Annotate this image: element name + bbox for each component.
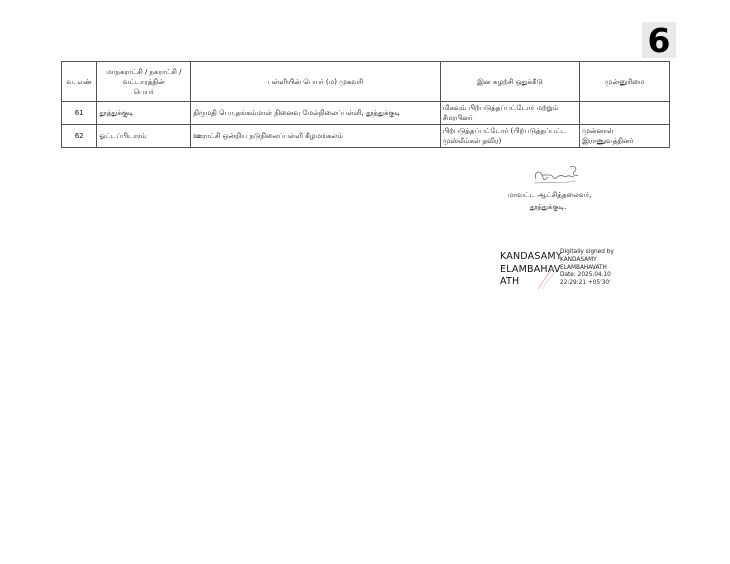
signature-detail-line: Date: 2025.04.10 xyxy=(560,272,611,279)
cell-serial-number: 61 xyxy=(62,102,97,125)
signatory-title: மாவட்ட ஆட்சித்தலைவர், xyxy=(508,191,592,199)
digital-signature-mark xyxy=(536,265,558,291)
cell-school-name: ஊராட்சி ஒன்றிய நடுநிலைப்பள்ளி கீழமங்கலம் xyxy=(191,125,440,148)
table-header-row xyxy=(62,62,670,102)
table-row xyxy=(62,125,670,148)
header-reservation-category: இன சுழற்சி ஒதுக்கீடு xyxy=(440,62,579,102)
category-line: முஸ்லீம்கள் தவிர) xyxy=(442,137,502,145)
handwritten-signature xyxy=(530,163,582,187)
signature-detail-line: KANDASAMY xyxy=(560,256,597,263)
signer-name-line: ELAMBAHAV xyxy=(500,263,561,275)
header-municipality-line: மாநகராட்சி / நகராட்சி / xyxy=(106,67,182,76)
header-school-name: பள்ளியின் பெயர் (ம) முகவரி xyxy=(191,62,440,102)
header-municipality-line: வட்டாரத்தின் xyxy=(122,77,165,86)
cell-school-name: திருமதி பொ.தங்கம்மாள் நினைவு மேல்நிலைப்பள்ளி, தூத்துக்குடி xyxy=(191,102,440,125)
header-priority: முன்னுரிமை xyxy=(580,62,670,102)
signature-detail-line: ELAMBAHAVATH xyxy=(560,264,607,271)
signature-detail-line: Digitally signed by xyxy=(560,249,614,255)
cell-priority xyxy=(580,125,670,148)
signature-detail-line: 22:29:21 +05'30' xyxy=(560,280,611,287)
page-number: 6 xyxy=(642,22,676,58)
category-line: மிகவும் பிற்படுத்தப்பட்டோர் மற்றும் xyxy=(442,104,559,112)
header-serial-number: வ. எண் xyxy=(62,62,97,102)
signatory-place: தூத்துக்குடி. xyxy=(530,203,567,211)
cell-municipality: ஓட்டப்பிடாரம் xyxy=(97,125,191,148)
cell-serial-number: 62 xyxy=(62,125,97,148)
priority-line: முன்னாள் xyxy=(582,127,614,135)
priority-line: இராணுவத்தினர் xyxy=(582,137,634,145)
cell-priority xyxy=(580,102,670,125)
cell-reservation-category xyxy=(440,102,579,125)
signer-name-line: KANDASAMY xyxy=(500,251,562,262)
cell-municipality: தூத்துக்குடி xyxy=(97,102,191,125)
category-line: பிற்படுத்தப்பட்டோர் (பிற்படுத்தப்பட்ட xyxy=(442,127,567,135)
table-row xyxy=(62,102,670,125)
signer-name-line: ATH xyxy=(500,276,520,287)
digital-signature-stamp xyxy=(500,249,640,293)
category-line: சீமரபினர் xyxy=(442,114,473,122)
header-municipality-line: பெயர் xyxy=(133,87,154,96)
allocation-table xyxy=(61,61,670,148)
cell-reservation-category xyxy=(440,125,579,148)
digital-signature-details xyxy=(560,249,614,288)
header-municipality xyxy=(97,62,191,102)
